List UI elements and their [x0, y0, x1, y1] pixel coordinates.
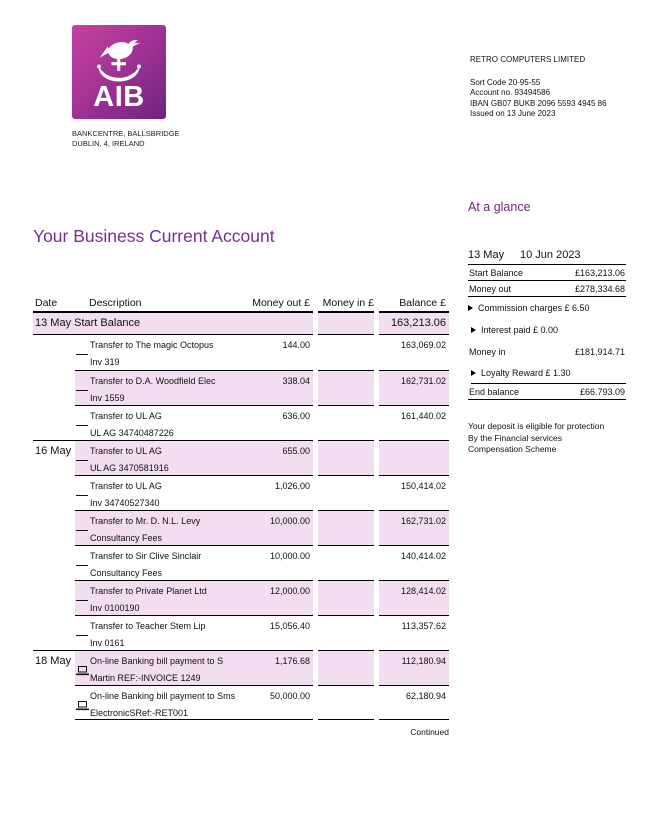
- txn-money-in: [318, 511, 374, 516]
- table-row: [33, 615, 449, 650]
- end-balance-label: End balance: [469, 386, 520, 397]
- money-out-value: £278,334.68: [574, 283, 625, 294]
- txn-main-cell: [75, 685, 313, 720]
- column-header-money-out: Money out £: [252, 297, 310, 309]
- txn-date: 16 May: [33, 440, 75, 475]
- txn-money-out: 655.00: [282, 446, 310, 456]
- txn-money-out: 12,000.00: [269, 586, 310, 596]
- table-row: [33, 370, 449, 405]
- commission-charges-text: Commission charges £ 6.50: [478, 303, 590, 313]
- txn-money-in-cell: [318, 335, 374, 370]
- transfer-dash-icon: [76, 460, 88, 461]
- table-row: [33, 580, 449, 615]
- txn-date: [33, 335, 75, 370]
- txn-icon-slot: [76, 631, 89, 641]
- txn-icon-slot: [76, 491, 89, 501]
- txn-balance: 113,357.62: [379, 615, 449, 650]
- column-header-description: Description: [89, 297, 142, 309]
- start-balance-value: £163,213.06: [574, 267, 625, 278]
- start-balance-label: Start Balance: [469, 267, 524, 278]
- txn-money-in-cell: [318, 685, 374, 720]
- txn-desc-line2: Inv 1559: [90, 393, 125, 403]
- txn-desc-line1: Transfer to Teacher Stem Lip: [90, 621, 206, 631]
- protection-note-line1: Your deposit is eligible for protection: [468, 421, 605, 431]
- at-a-glance-title: At a glance: [468, 200, 531, 214]
- transfer-dash-icon: [76, 390, 88, 391]
- txn-date: [33, 510, 75, 545]
- txn-balance: 163,069.02: [400, 340, 446, 350]
- txn-money-in-cell: [318, 405, 374, 440]
- txn-money-out: 10,000.00: [269, 516, 310, 526]
- txn-money-in-cell: [318, 545, 374, 580]
- txn-icon-slot: [76, 666, 89, 676]
- table-row: [33, 650, 449, 685]
- txn-money-in: [318, 371, 374, 376]
- txn-money-in-cell: [318, 440, 374, 475]
- txn-money-in: [318, 441, 374, 446]
- txn-main-cell: [75, 475, 313, 510]
- txn-desc-line1: Transfer to Sir Clive Sinclair: [90, 551, 202, 561]
- txn-main-cell: [75, 650, 313, 685]
- money-in-value: £181,914.71: [574, 346, 625, 357]
- company-name: RETRO COMPUTERS LIMITED: [470, 55, 586, 64]
- deposit-protection-note: [468, 421, 626, 456]
- period-start: 13 May: [468, 249, 505, 261]
- loyalty-reward-text: Loyalty Reward £ 1.30: [481, 368, 571, 378]
- txn-desc-line2: Inv 0100190: [90, 603, 140, 613]
- start-balance-row-value: 163,213.06: [379, 313, 449, 335]
- txn-main-cell: [75, 510, 313, 545]
- transfer-dash-icon: [76, 600, 88, 601]
- txn-desc-line1: Transfer to Private Planet Ltd: [90, 586, 207, 596]
- interest-paid-row: [471, 323, 626, 337]
- txn-desc-line1: Transfer to UL AG: [90, 411, 162, 421]
- txn-icon-slot: [76, 701, 89, 711]
- online-banking-laptop-icon: [76, 666, 89, 676]
- continued-label: Continued: [410, 727, 449, 737]
- txn-balance: 162,731.02: [379, 510, 449, 545]
- statement-period: [468, 249, 626, 265]
- txn-desc-line1: Transfer to The magic Octopus: [90, 340, 214, 350]
- txn-desc-line1: Transfer to D.A. Woodfield Elec: [90, 376, 216, 386]
- table-row: [33, 405, 449, 440]
- table-row: [33, 335, 449, 370]
- table-row: [33, 510, 449, 545]
- txn-main-cell: [75, 615, 313, 650]
- txn-money-in: [318, 546, 374, 551]
- txn-main-cell: [75, 370, 313, 405]
- table-row: [33, 440, 449, 475]
- txn-money-in-cell: [318, 615, 374, 650]
- txn-balance: [379, 440, 449, 475]
- protection-note-line3: Compensation Scheme: [468, 444, 557, 454]
- end-balance-value: £66.793.09: [579, 386, 625, 397]
- txn-money-in: [318, 335, 374, 340]
- txn-balance: 140,414.02: [379, 545, 449, 580]
- start-balance-money-in-cell: [318, 313, 374, 335]
- txn-icon-slot: [76, 456, 89, 466]
- money-in-label: Money in: [469, 346, 506, 357]
- column-header-money-in: Money in £: [318, 297, 374, 313]
- bank-address-line1: BANKCENTRE, BALLSBRIDGE: [72, 129, 180, 138]
- bank-address-line2: DUBLIN, 4, IRELAND: [72, 139, 145, 148]
- triangle-bullet-icon: [471, 327, 476, 333]
- interest-paid-text: Interest paid £ 0.00: [481, 325, 559, 335]
- txn-icon-slot: [76, 561, 89, 571]
- txn-main-cell: [75, 545, 313, 580]
- transfer-dash-icon: [76, 495, 88, 496]
- table-header-left-block: [33, 297, 313, 313]
- txn-icon-slot: [76, 386, 89, 396]
- txn-desc-line2: ElectronicSRef:-RET001: [90, 708, 189, 718]
- issued-date: Issued on 13 June 2023: [470, 109, 556, 118]
- transfer-dash-icon: [76, 565, 88, 566]
- glance-money-in-row: [468, 344, 626, 359]
- txn-desc-line1: On-line Banking bill payment to S: [90, 656, 224, 666]
- txn-desc-line2: UL AG 34740487226: [90, 428, 174, 438]
- txn-date: [33, 685, 75, 720]
- transfer-dash-icon: [76, 635, 88, 636]
- txn-date: [33, 475, 75, 510]
- at-a-glance-panel: [468, 200, 626, 456]
- txn-date: [33, 545, 75, 580]
- column-header-balance: Balance £: [379, 297, 449, 313]
- txn-date: [33, 405, 75, 440]
- txn-money-in: [318, 406, 374, 411]
- txn-icon-slot: [76, 421, 89, 431]
- txn-date: [33, 370, 75, 405]
- start-balance-row-label: 13 May Start Balance: [33, 313, 313, 335]
- txn-money-in: [318, 581, 374, 586]
- txn-main-cell: [75, 440, 313, 475]
- txn-money-in-cell: [318, 650, 374, 685]
- txn-balance: 161,440.02: [379, 405, 449, 440]
- transfer-dash-icon: [76, 354, 88, 355]
- txn-money-in: [318, 651, 374, 656]
- txn-desc-line1: Transfer to Mr. D. N.L. Levy: [90, 516, 201, 526]
- txn-money-out: 338.04: [282, 376, 310, 386]
- txn-main-cell: [75, 335, 313, 370]
- txn-main-cell: [75, 405, 313, 440]
- glance-money-out-row: [468, 281, 626, 297]
- transfer-dash-icon: [76, 530, 88, 531]
- txn-money-in-cell: [318, 580, 374, 615]
- txn-money-out: 15,056.40: [269, 621, 310, 631]
- sort-code: Sort Code 20-95-55: [470, 77, 541, 87]
- txn-desc-line1: On-line Banking bill payment to Sms: [90, 691, 236, 701]
- online-banking-laptop-icon: [76, 701, 89, 711]
- txn-desc-line2: Inv 0161: [90, 638, 125, 648]
- txn-date: 18 May: [33, 650, 75, 685]
- txn-icon-slot: [76, 350, 89, 360]
- txn-money-out: 50,000.00: [269, 691, 310, 701]
- txn-icon-slot: [76, 596, 89, 606]
- commission-charges-row: [468, 301, 626, 315]
- triangle-bullet-icon: [471, 370, 476, 376]
- txn-money-in-cell: [318, 370, 374, 405]
- txn-desc-line1: Transfer to UL AG: [90, 481, 162, 491]
- account-info: [470, 55, 607, 120]
- txn-balance: 112,180.94: [379, 650, 449, 685]
- txn-desc-line2: Inv 319: [90, 357, 120, 367]
- txn-main-cell: [75, 580, 313, 615]
- loyalty-reward-row: [471, 366, 626, 384]
- txn-balance: 128,414.02: [379, 580, 449, 615]
- txn-balance: 62,180.94: [379, 685, 449, 720]
- table-row: [33, 545, 449, 580]
- glance-end-balance-row: [468, 384, 626, 400]
- transaction-rows: [33, 335, 449, 720]
- start-balance-row: [33, 313, 449, 335]
- aib-bird-icon: [89, 29, 149, 89]
- txn-money-in: [318, 616, 374, 621]
- txn-money-out: 144.00: [282, 340, 310, 350]
- protection-note-line2: By the Financial services: [468, 432, 563, 443]
- txn-money-in-cell: [318, 510, 374, 545]
- column-header-date: Date: [35, 297, 58, 309]
- iban: IBAN GB07 BUKB 2096 5593 4945 86: [470, 98, 607, 108]
- money-out-label: Money out: [469, 283, 512, 294]
- table-header-row: [33, 297, 449, 313]
- txn-balance: 162,731.02: [379, 370, 449, 405]
- txn-money-out: 1,176.68: [274, 656, 310, 666]
- txn-money-out: 10,000.00: [269, 551, 310, 561]
- txn-money-out: 636.00: [282, 411, 310, 421]
- txn-desc-line2: Consultancy Fees: [90, 568, 163, 578]
- table-row: [33, 685, 449, 720]
- txn-date: [33, 615, 75, 650]
- bank-address: [72, 129, 180, 149]
- aib-logo: [72, 25, 166, 119]
- txn-money-in: [318, 476, 374, 481]
- aib-logo-text: AIB: [93, 81, 145, 113]
- txn-desc-line2: Inv 34740527340: [90, 498, 160, 508]
- triangle-bullet-icon: [468, 305, 473, 311]
- txn-date: [33, 580, 75, 615]
- glance-start-balance-row: [468, 265, 626, 281]
- txn-desc-line2: UL AG 3470581916: [90, 463, 169, 473]
- txn-money-out: 1,026.00: [274, 481, 310, 491]
- table-row: [33, 475, 449, 510]
- txn-desc-line2: Consultancy Fees: [90, 533, 163, 543]
- txn-money-in-cell: [318, 475, 374, 510]
- txn-balance: 150,414.02: [379, 475, 449, 510]
- page-title: Your Business Current Account: [33, 226, 275, 246]
- transactions-table: [33, 297, 449, 720]
- txn-icon-slot: [76, 526, 89, 536]
- period-end: 10 Jun 2023: [520, 249, 581, 261]
- account-number: Account no. 93494586: [470, 88, 551, 97]
- transfer-dash-icon: [76, 425, 88, 426]
- txn-desc-line2: Martin REF:-INVOICE 1249: [90, 673, 201, 683]
- txn-money-in: [318, 686, 374, 691]
- txn-desc-line1: Transfer to UL AG: [90, 446, 162, 456]
